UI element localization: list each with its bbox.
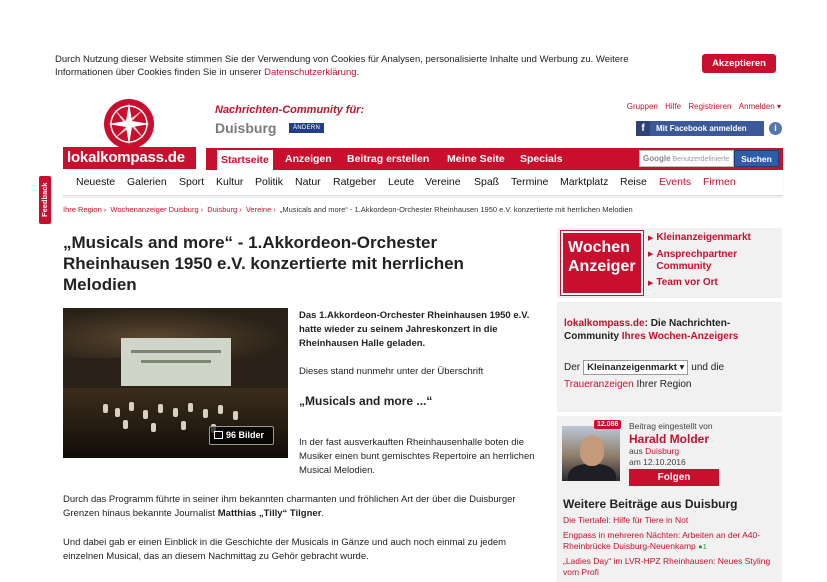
gallery-icon — [214, 431, 223, 439]
breadcrumb-ihre-region[interactable]: Ihre Region — [63, 205, 102, 214]
comment-count: 1 — [702, 542, 707, 551]
google-label: Google — [643, 154, 671, 163]
breadcrumb: Ihre Region › Wochenanzeiger Duisburg › Duisburg › Vereine › „Musicals and more“ - 1.Akkordeon-Orchester Rheinhausen 1950 e.V. konzertierte mit herrlichen Melodien — [63, 205, 633, 214]
subnav-neueste[interactable]: Neueste — [76, 176, 116, 188]
arrow-right-icon: ▶ — [648, 235, 654, 242]
compass-logo-icon[interactable] — [104, 99, 154, 149]
facebook-login-button[interactable] — [636, 121, 764, 136]
top-links — [622, 102, 781, 111]
subnav-firmen[interactable]: Firmen — [703, 176, 736, 188]
author-name[interactable]: Harald Molder — [629, 432, 710, 446]
subnav-leute[interactable]: Leute — [388, 176, 415, 188]
nav-beitrag-erstellen[interactable]: Beitrag erstellen — [347, 153, 430, 165]
journalist-name: Matthias „Tilly“ Tilgner — [217, 508, 322, 519]
wa-logo-line2: Anzeiger — [568, 258, 636, 275]
obituaries-row: Traueranzeigen Ihrer Region — [564, 379, 692, 390]
subnav-ratgeber[interactable]: Ratgeber — [333, 176, 377, 188]
breadcrumb-duisburg[interactable]: Duisburg — [207, 205, 238, 214]
site-logo-text[interactable]: lokalkompass.de — [63, 147, 196, 169]
list-item[interactable]: Die Tiertafel: Hilfe für Tiere in Not — [563, 515, 689, 525]
cookie-suffix: . — [356, 67, 360, 78]
accept-cookies-button[interactable]: Akzeptieren — [702, 54, 776, 73]
arrow-right-icon: ▶ — [648, 280, 654, 287]
subnav-galerien[interactable]: Galerien — [127, 176, 167, 188]
p3-text: Durch das Programm führte in seiner ihm bekannten charmanten und fröhlichen Art der über die Duisburger Grenzen hinaus bekannte Journalist — [63, 494, 516, 519]
wa-logo-line1: Wochen — [568, 239, 630, 256]
subnav-kultur[interactable]: Kultur — [216, 176, 244, 188]
toplink-login[interactable]: Anmelden ▾ — [738, 102, 781, 111]
nav-meine-seite[interactable]: Meine Seite — [447, 153, 505, 165]
article-subhead: „Musicals and more ...“ — [299, 394, 433, 408]
p3-end: . — [321, 508, 325, 519]
orchestra-stage — [63, 388, 288, 458]
cookie-text: Durch Nutzung dieser Website stimmen Sie der Verwendung von Cookies für Analysen, personalisierte Inhalte und Werbung zu. Weitere Informationen über Cookies finden Sie in unserer — [55, 54, 629, 78]
author-date: am 12.10.2016 — [629, 457, 686, 467]
search-input[interactable] — [639, 150, 734, 167]
toplink-groups[interactable]: Gruppen — [626, 102, 658, 111]
article-paragraph-3 — [63, 493, 533, 521]
article-paragraph-2: In der fast ausverkauften Rheinhausenhalle boten die Musiker einen bunt gemischtes Repertoire an herrlichen Musical Melodien. — [299, 437, 535, 476]
nav-anzeigen[interactable]: Anzeigen — [285, 153, 332, 165]
feedback-tab[interactable]: Feedback — [39, 176, 51, 224]
traueranzeigen-link[interactable]: Traueranzeigen — [564, 379, 634, 390]
breadcrumb-current: „Musicals and more“ - 1.Akkordeon-Orchester Rheinhausen 1950 e.V. konzertierte mit herrlichen Melodien — [279, 205, 633, 214]
change-city-button[interactable]: ÄNDERN — [289, 123, 324, 133]
community-label: Nachrichten-Community für: — [215, 104, 365, 116]
more-posts-title: Weitere Beiträge aus Duisburg — [563, 497, 738, 511]
wochenanzeiger-links — [648, 232, 766, 294]
nav-specials[interactable]: Specials — [520, 153, 563, 165]
privacy-link[interactable]: Datenschutzerklärung — [264, 67, 357, 78]
article-paragraph-4: Und dabei gab er einen Einblick in die Geschichte der Musicals in Gänze und auch noch einmal zu jedem einzelnen Musical, das an diesem Nachmittag zu Gehör gebracht wurde. — [63, 537, 507, 562]
author-meta: Beitrag eingestellt von — [629, 421, 713, 431]
article-paragraph-1: Dieses stand nunmehr unter der Überschrift — [299, 366, 484, 377]
search-placeholder: Benutzerdefinierte — [672, 156, 730, 163]
breadcrumb-vereine[interactable]: Vereine — [245, 205, 272, 214]
photo-count: 96 Bilder — [226, 430, 265, 440]
search-button[interactable]: Suchen — [734, 150, 779, 167]
photo-gallery-button[interactable] — [209, 426, 274, 445]
sub-navigation — [63, 170, 783, 196]
toplink-register[interactable]: Registrieren — [688, 102, 732, 111]
wochenanzeiger-logo[interactable] — [561, 231, 643, 295]
author-location: aus Duisburg — [629, 446, 680, 456]
subnav-sport[interactable]: Sport — [179, 176, 205, 188]
subnav-events[interactable]: Events — [659, 176, 692, 188]
more-posts-list — [563, 515, 779, 582]
list-item[interactable]: Engpass in mehreren Nächten: Arbeiten an der A40-Rheinbrücke Duisburg-Neuenkamp ●1 — [563, 530, 761, 551]
article-title: „Musicals and more“ - 1.Akkordeon-Orchester Rheinhausen 1950 e.V. konzertierte mit herrlichen Melodien — [63, 233, 464, 294]
facebook-login-label: Mit Facebook anmelden — [656, 124, 747, 133]
follow-button[interactable]: Folgen — [629, 469, 719, 486]
wa-link-kleinanzeigen[interactable]: ▶ Kleinanzeigenmarkt — [648, 232, 751, 243]
subnav-vereine[interactable]: Vereine — [425, 176, 461, 188]
subnav-reise[interactable]: Reise — [620, 176, 647, 188]
current-city: Duisburg — [215, 120, 277, 136]
article-lead: Das 1.Akkordeon-Orchester Rheinhausen 1950 e.V. hatte wieder zu seinem Jahreskonzert in die Rheinhausen Halle geladen. — [299, 310, 530, 349]
arrow-right-icon: ▶ — [648, 251, 654, 258]
wa-link-team[interactable]: ▶ Team vor Ort — [648, 277, 718, 288]
subnav-marktplatz[interactable]: Marktplatz — [560, 176, 609, 188]
market-select-row: Der Kleinanzeigenmarkt ▾ und die — [564, 362, 725, 373]
stage-screen — [121, 338, 231, 386]
subnav-termine[interactable]: Termine — [511, 176, 549, 188]
info-icon[interactable]: i — [769, 122, 782, 135]
community-intro: lokalkompass.de: Die Nachrichten-Community Ihres Wochen-Anzeigers — [564, 318, 739, 342]
nav-startseite[interactable]: Startseite — [217, 148, 273, 170]
community-info-box — [557, 302, 782, 412]
facebook-icon: f — [636, 121, 650, 136]
author-avatar[interactable] — [562, 426, 620, 481]
intro-site-link[interactable]: lokalkompass.de — [564, 318, 645, 329]
wa-link-ansprechpartner[interactable]: ▶ Ansprechpartner Community — [648, 249, 737, 272]
author-city-link[interactable]: Duisburg — [645, 446, 680, 456]
subnav-natur[interactable]: Natur — [295, 176, 321, 188]
market-select[interactable]: Kleinanzeigenmarkt ▾ — [583, 360, 688, 375]
author-points-badge: 12.086 — [594, 420, 621, 429]
cookie-notice — [55, 53, 685, 79]
list-item[interactable]: „Ladies Day“ im LVR-HPZ Rheinhausen: Neues Styling vom Profi — [563, 556, 771, 577]
comment-icon: ● — [698, 542, 703, 551]
intro-wochenanzeiger-link[interactable]: Ihres Wochen-Anzeigers — [621, 331, 739, 342]
subnav-spass[interactable]: Spaß — [474, 176, 500, 188]
subnav-politik[interactable]: Politik — [255, 176, 284, 188]
breadcrumb-wochenanzeiger[interactable]: Wochenanzeiger Duisburg — [110, 205, 199, 214]
toplink-help[interactable]: Hilfe — [665, 102, 682, 111]
